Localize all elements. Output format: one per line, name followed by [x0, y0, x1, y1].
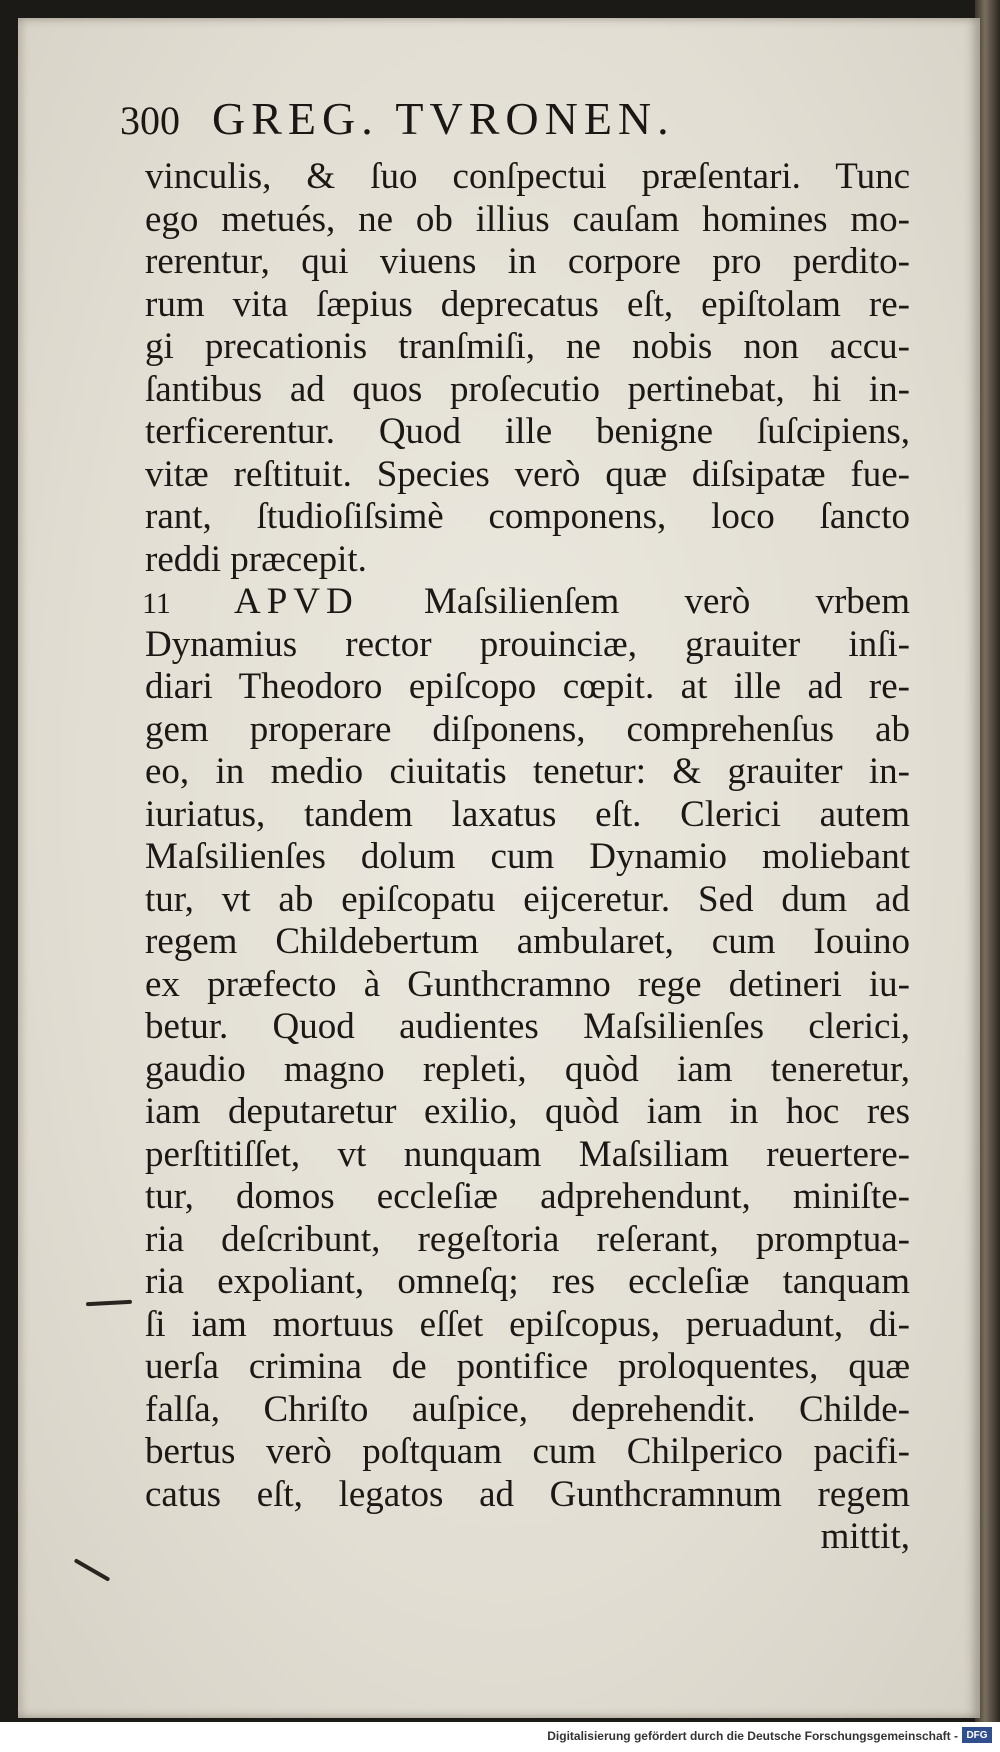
- body-line: gi precationis tranſmiſi, ne nobis non accu-: [145, 326, 910, 367]
- chapter-line: catus eſt, legatos ad Gunthcramnum regem: [145, 1473, 910, 1515]
- chapter-line: tur, domos eccleſiæ adprehendunt, miniſte-: [145, 1176, 910, 1217]
- body-line: rant, ſtudioſiſsimè componens, loco ſancto: [145, 496, 910, 537]
- chapter-line: betur. Quod audientes Maſsilienſes clerici,: [145, 1006, 910, 1047]
- chapter-line: eo, in medio ciuitatis tenetur: & grauiter in-: [145, 751, 910, 792]
- chapter-line: gaudio magno repleti, quòd iam teneretur,: [145, 1048, 910, 1090]
- chapter-line: falſa, Chriſto auſpice, deprehendit. Childe-: [145, 1388, 910, 1430]
- body-line: terficerentur. Quod ille benigne ſuſcipiens,: [145, 411, 910, 452]
- chapter-line: perſtitiſſet, vt nunquam Maſsiliam reuertere-: [145, 1133, 910, 1175]
- chapter-line: regem Childebertum ambularet, cum Iouino: [145, 921, 910, 962]
- catchword: mittit,: [820, 1516, 910, 1557]
- chapter-line: tur, vt ab epiſcopatu eijceretur. Sed dum ad: [145, 878, 910, 920]
- running-head: [120, 92, 820, 150]
- chapter-line: Maſsilienſes dolum cum Dynamio moliebant: [145, 836, 910, 877]
- body-line: reddi præcepit.: [145, 538, 367, 580]
- chapter-first-line-text: Maſsilienſem verò vrbem: [424, 581, 911, 622]
- chapter-line: ria deſcribunt, regeſtoria reſerant, promptua-: [145, 1218, 910, 1260]
- chapter-number: 11: [142, 587, 171, 620]
- chapter-line: ſi iam mortuus eſſet epiſcopus, peruadunt, di-: [145, 1303, 910, 1345]
- chapter-line: iuriatus, tandem laxatus eſt. Clerici autem: [145, 793, 910, 835]
- chapter-line: bertus verò poſtquam cum Chilperico pacifi-: [145, 1431, 910, 1472]
- body-line: ſantibus ad quos proſecutio pertinebat, hi in-: [145, 368, 910, 410]
- chapter-line: diari Theodoro epiſcopo cœpit. at ille ad re-: [145, 666, 910, 707]
- chapter-line: uerſa crimina de pontifice proloquentes, quæ: [145, 1346, 910, 1387]
- running-title: GREG. TVRONEN.: [212, 93, 675, 144]
- chapter-line: ex præfecto à Gunthcramno rege detineri iu-: [145, 963, 910, 1005]
- body-line: ego metués, ne ob illius cauſam homines mo-: [145, 198, 910, 240]
- body-line: rum vita ſæpius deprecatus eſt, epiſtolam re-: [145, 283, 910, 325]
- body-line: vinculis, & ſuo conſpectui præſentari. Tunc: [145, 156, 910, 197]
- dfg-logo: DFG: [962, 1727, 992, 1743]
- chapter-line: gem properare diſponens, comprehenſus ab: [145, 708, 910, 750]
- chapter-initial-word: APVD: [234, 581, 359, 622]
- body-line: vitæ reſtituit. Species verò quæ diſsipatæ fue-: [145, 453, 910, 495]
- text-block: [142, 156, 911, 1559]
- page-number: 300: [120, 98, 180, 143]
- chapter-line: ria expoliant, omneſq; res eccleſiæ tanquam: [145, 1261, 910, 1302]
- footer-credit: Digitalisierung gefördert durch die Deutsche Forschungsgemeinschaft -: [547, 1729, 958, 1743]
- body-line: rerentur, qui viuens in corpore pro perdito-: [145, 241, 910, 282]
- chapter-first-line: [142, 581, 911, 624]
- chapter-line: iam deputaretur exilio, quòd iam in hoc res: [145, 1091, 910, 1132]
- chapter-line: Dynamius rector prouinciæ, grauiter inſi-: [145, 623, 910, 665]
